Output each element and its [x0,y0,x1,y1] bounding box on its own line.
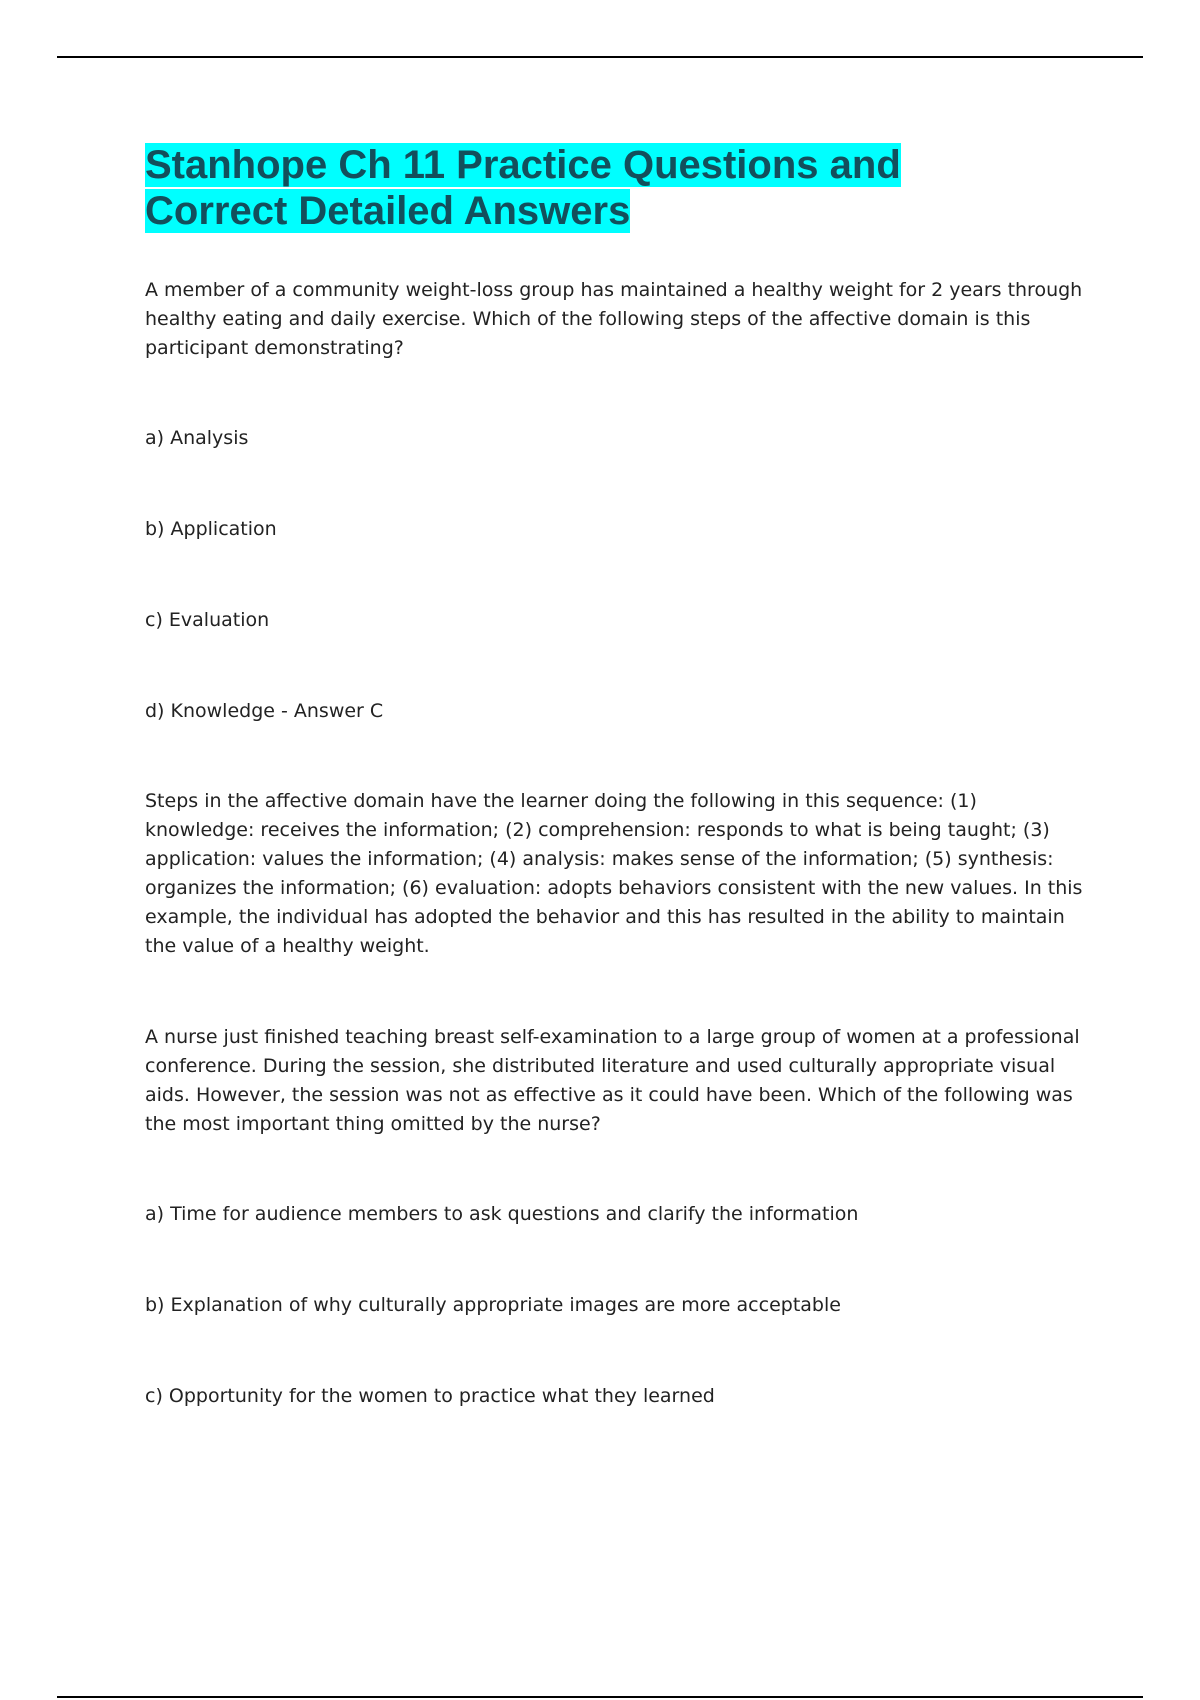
title-line-1: Stanhope Ch 11 Practice Questions and [145,143,901,187]
bottom-divider [57,1696,1143,1698]
top-divider [57,56,1143,58]
document-title [145,142,915,234]
question-2-option-a: a) Time for audience members to ask questions and clarify the information [145,1203,859,1225]
question-1-explanation: Steps in the affective domain have the learner doing the following in this sequence: (1) knowledge: receives the information; (2) comprehension: responds to what is being taught; (3) application: values the information; (4) analysis: makes sense of the information; (5) synthesis: organizes the information; (6) evaluation: adopts behaviors consistent with the new values. In this example, the individual has adopted the behavior and this has resulted in the ability to maintain the value of a healthy weight. [145,790,1083,957]
title-line-2: Correct Detailed Answers [145,189,631,233]
question-1-option-d: d) Knowledge - Answer C [145,700,384,722]
document-body [145,142,1085,1411]
question-2-option-b: b) Explanation of why culturally appropriate images are more acceptable [145,1294,841,1316]
question-1-option-a: a) Analysis [145,427,249,449]
question-1-option-b: b) Application [145,518,277,540]
question-2-text: A nurse just finished teaching breast self-examination to a large group of women at a professional conference. During the session, she distributed literature and used culturally appropriate visual aids. However, the session was not as effective as it could have been. Which of the following was the most important thing omitted by the nurse? [145,1026,1080,1135]
question-1-text: A member of a community weight-loss group has maintained a healthy weight for 2 years through healthy eating and daily exercise. Which of the following steps of the affective domain is this participant demonstrating? [145,279,1083,359]
question-2-option-c: c) Opportunity for the women to practice what they learned [145,1385,715,1407]
question-1-option-c: c) Evaluation [145,609,270,631]
